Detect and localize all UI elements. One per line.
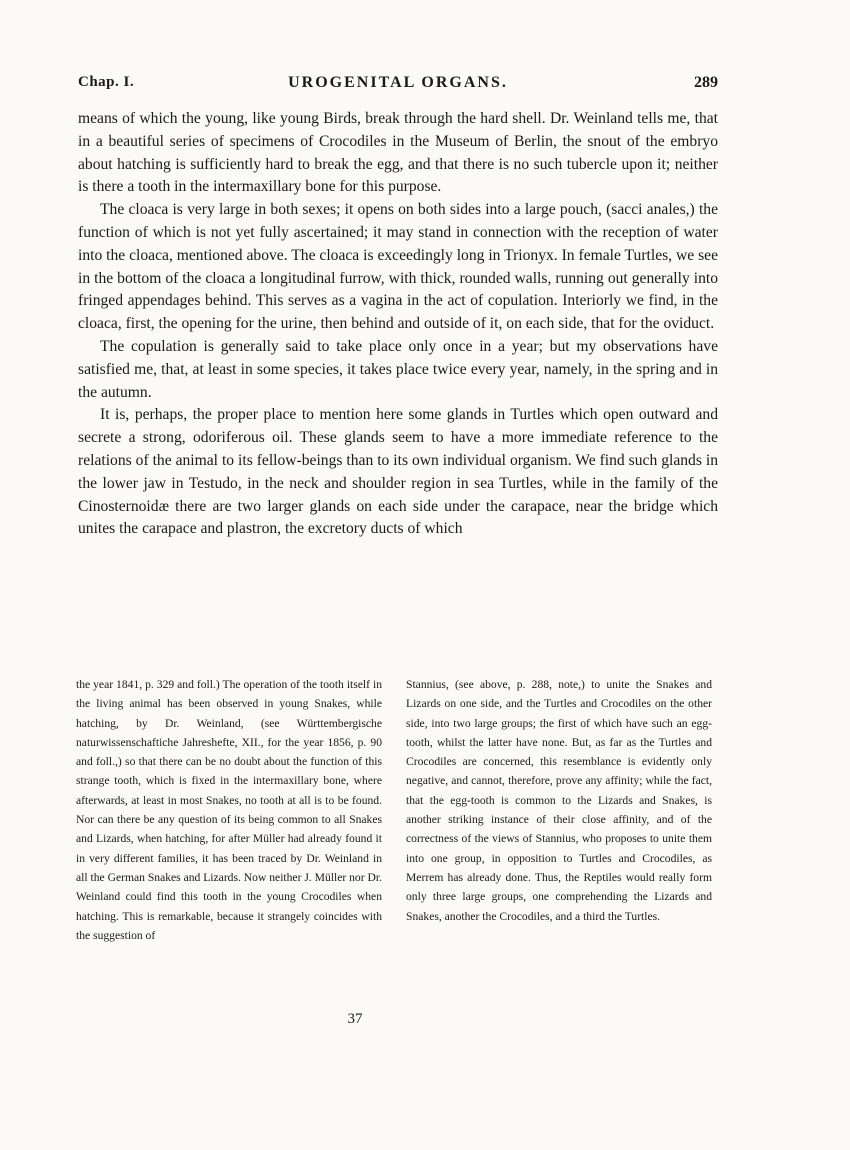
paragraph: means of which the young, like young Birds, break through the hard shell. Dr. Weinland tells me, that in a beautiful series of specimens of Crocodiles in the Museum of Berlin, the snout of the embryo about hatching is sufficiently hard to break the egg, and that there is no such tubercle upon it; neither is there a tooth in the intermaxillary bone for this purpose. [78,110,718,196]
running-header [78,74,718,98]
footnote-text: Stannius, (see above, p. 288, note,) to unite the Snakes and Lizards on one side, and the Turtles and Crocodiles on the other side, into two large groups; the first of which have such an egg-tooth, whilst the latter have none. But, as far as the Turtles and Crocodiles are concerned, this resemblance is evidently only negative, and cannot, therefore, prove any affinity; while the fact, that the egg-tooth is common to the Lizards and Snakes, is another striking instance of their close affinity, and of the correctness of the views of Stannius, who proposes to unite them into one group, in opposition to Turtles and Crocodiles, as Merrem has already done. Thus, the Reptiles would really form only three large groups, one comprehending the Lizards and Snakes, another the Crocodiles, and a third the Turtles. [406,678,712,923]
chapter-label: Chap. I. [78,74,135,90]
paragraph: The cloaca is very large in both sexes; it opens on both sides into a large pouch, (sacci anales,) the function of which is not yet fully ascertained; it may stand in connection with the reception of water into the cloaca, mentioned above. The cloaca is exceedingly long in Trionyx. In female Turtles, we see in the bottom of the cloaca a longitudinal furrow, with thick, rounded walls, running out generally into fringed appendages behind. This serves as a vagina in the act of copulation. Interiorly we find, in the cloaca, first, the opening for the urine, then behind and outside of it, on each side, that for the oviduct. [78,201,718,333]
main-text [78,108,718,541]
footnote-column-left [76,675,382,945]
page-number: 289 [694,74,718,91]
footnote-column-right [406,675,712,926]
paragraph: The copulation is generally said to take place only once in a year; but my observations have satisfied me, that, at least in some species, it takes place twice every year, namely, in the spring and in the autumn. [78,337,718,401]
footnote-text: the year 1841, p. 329 and foll.) The operation of the tooth itself in the living animal has been observed in young Snakes, while hatching, by Dr. Weinland, (see Württembergische naturwissenschaftiche Jahreshefte, XII., for the year 1856, p. 90 and foll.,) so that there can be no doubt about the function of this strange tooth, which is fixed in the intermaxillary bone, where afterwards, at least in most Snakes, no tooth at all is to be found. Nor can there be any question of its being common to all Snakes and Lizards, when hatching, for after Müller had already found it in very different families, it has been traced by Dr. Weinland in all the German Snakes and Lizards. Now neither J. Müller nor Dr. Weinland could find this tooth in the young Crocodiles when hatching. This is remarkable, because it strangely coincides with the suggestion of [76,678,382,942]
signature-mark: 37 [347,1011,363,1027]
running-title: UROGENITAL ORGANS. [288,74,508,91]
paragraph: It is, perhaps, the proper place to mention here some glands in Turtles which open outward and secrete a strong, odoriferous oil. These glands seem to have a more immediate reference to the relations of the animal to its fellow-beings than to its own individual organism. We find such glands in the lower jaw in Testudo, in the neck and shoulder region in sea Turtles, while in the family of the Cinosternoidæ there are two larger glands on each side under the carapace, near the bridge which unites the carapace and plastron, the excretory ducts of which [78,406,718,538]
